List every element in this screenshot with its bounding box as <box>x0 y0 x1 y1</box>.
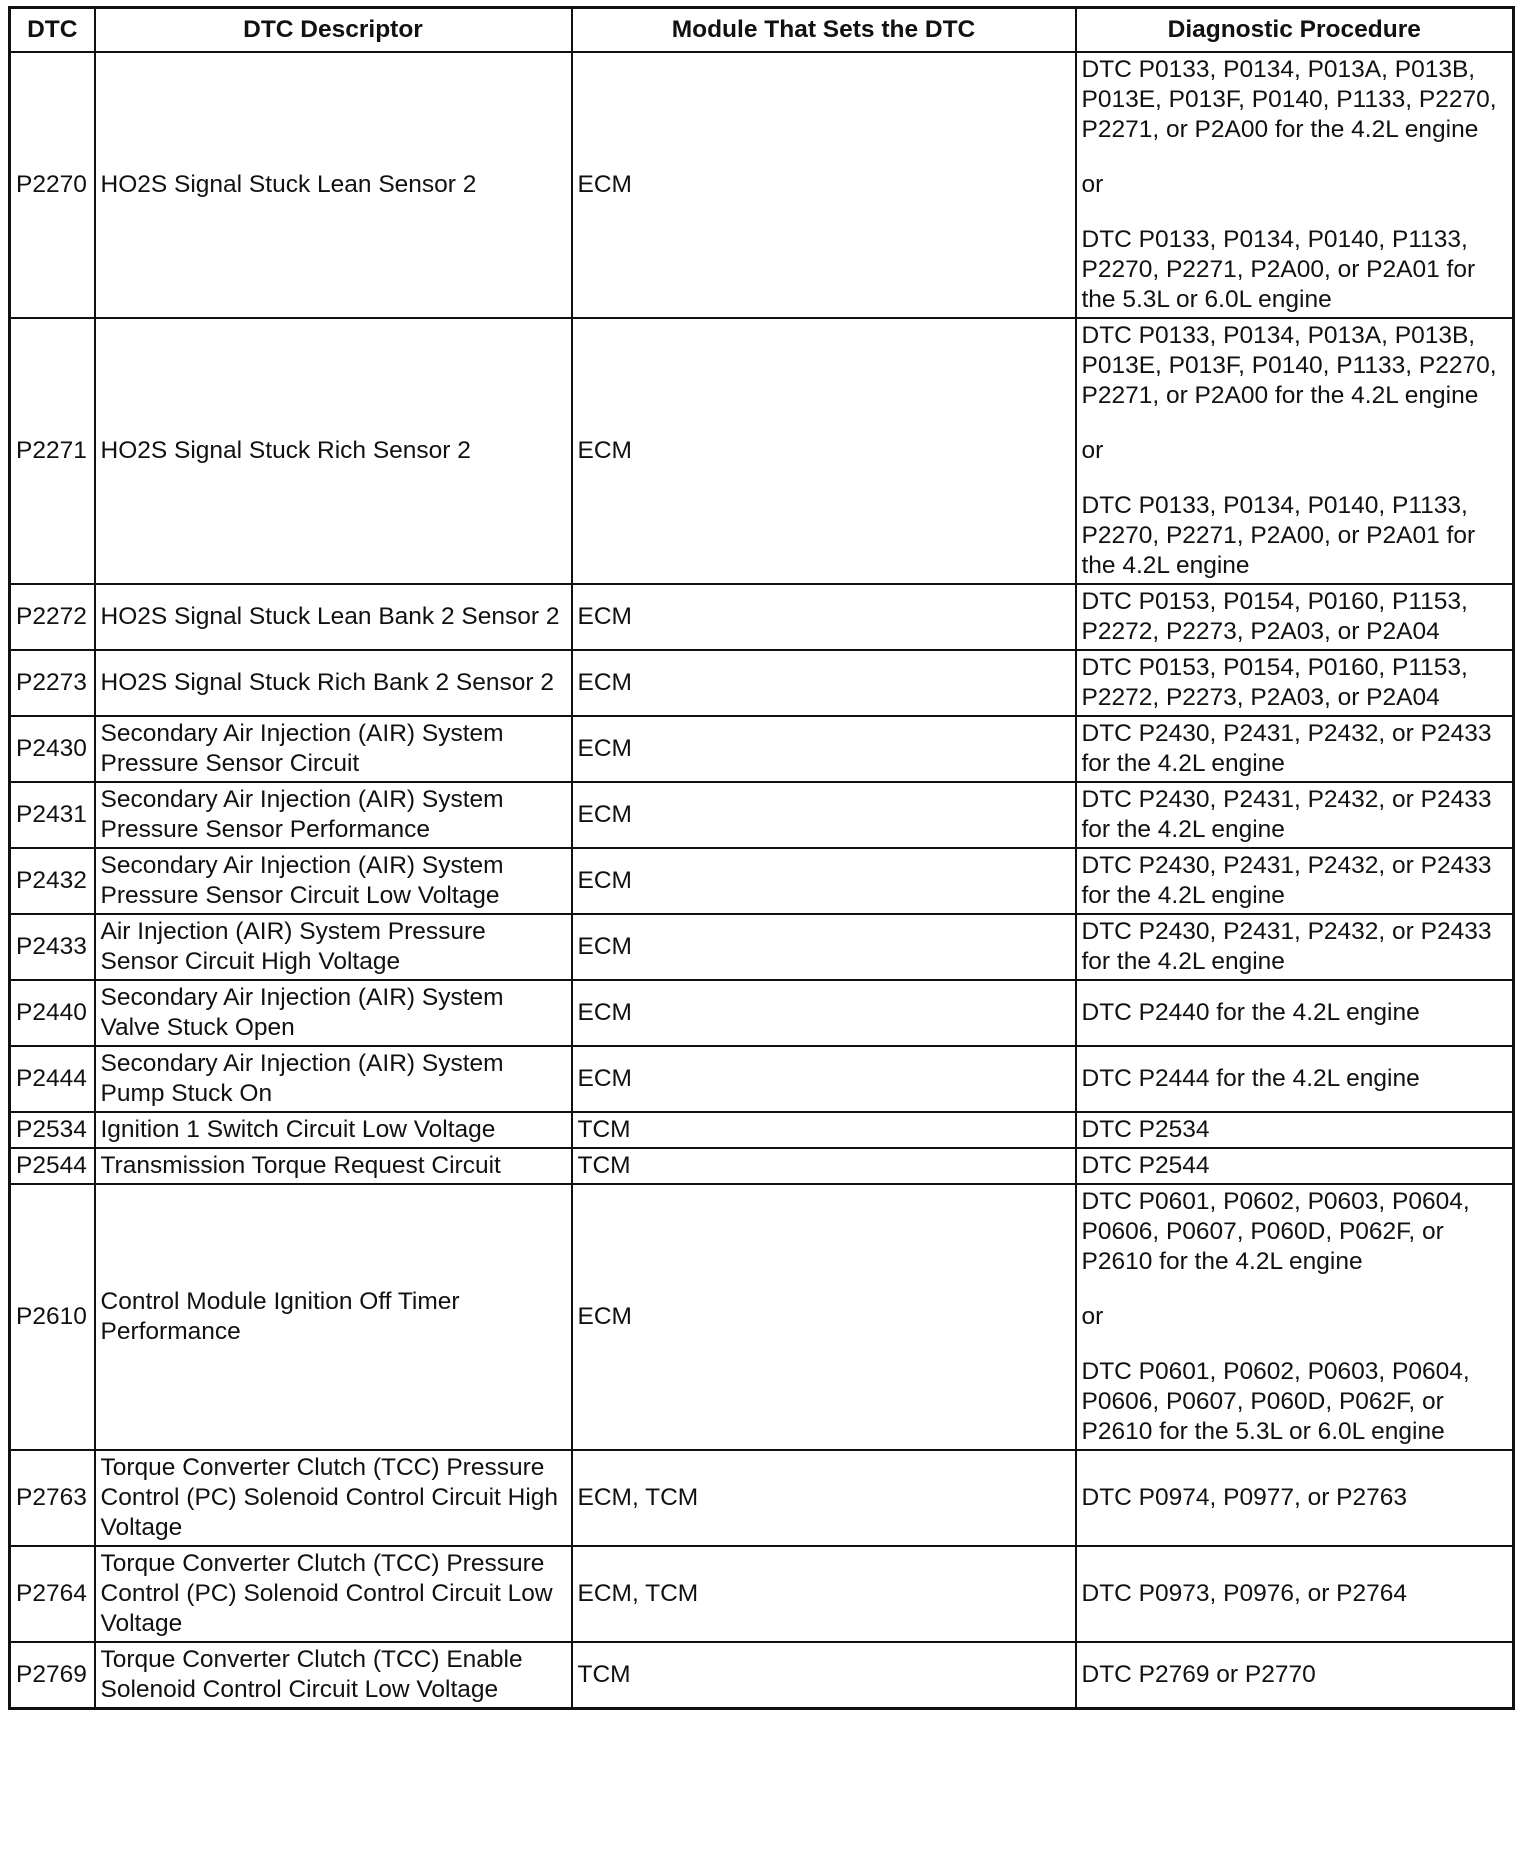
module-cell: ECM <box>572 980 1076 1046</box>
table-body <box>10 52 1514 1709</box>
procedure-text: or <box>1081 1303 1104 1330</box>
module-cell: ECM <box>572 650 1076 716</box>
dtc-code-cell: P2431 <box>10 782 95 848</box>
module-cell: ECM, TCM <box>572 1450 1076 1546</box>
table-row <box>10 52 1514 318</box>
module-cell: ECM, TCM <box>572 1546 1076 1642</box>
procedure-text: DTC P0601, P0602, P0603, P0604, P0606, P0607, P060D, P062F, or P2610 for the 5.3L or 6.0L engine <box>1081 1358 1470 1445</box>
module-cell: ECM <box>572 1184 1076 1450</box>
dtc-code-cell: P2764 <box>10 1546 95 1642</box>
dtc-descriptor-cell: Torque Converter Clutch (TCC) Enable Solenoid Control Circuit Low Voltage <box>95 1642 572 1709</box>
table-header <box>10 8 1514 53</box>
procedure-text: DTC P0133, P0134, P0140, P1133, P2270, P2271, P2A00, or P2A01 for the 4.2L engine <box>1081 492 1476 579</box>
procedure-text: DTC P2430, P2431, P2432, or P2433 for the 4.2L engine <box>1081 918 1492 975</box>
paragraph-spacer <box>1082 466 1508 491</box>
module-cell: ECM <box>572 782 1076 848</box>
procedure-text: or <box>1081 437 1104 464</box>
table-row <box>10 1450 1514 1546</box>
diagnostic-procedure-cell <box>1076 1642 1514 1709</box>
dtc-code-cell: P2610 <box>10 1184 95 1450</box>
table-row <box>10 914 1514 980</box>
dtc-descriptor-cell: HO2S Signal Stuck Rich Bank 2 Sensor 2 <box>95 650 572 716</box>
dtc-descriptor-cell: Ignition 1 Switch Circuit Low Voltage <box>95 1112 572 1148</box>
dtc-descriptor-cell: Secondary Air Injection (AIR) System Pressure Sensor Performance <box>95 782 572 848</box>
table-row <box>10 1112 1514 1148</box>
diagnostic-procedure-cell <box>1076 716 1514 782</box>
procedure-text: DTC P0133, P0134, P013A, P013B, P013E, P013F, P0140, P1133, P2270, P2271, or P2A00 for the 4.2L engine <box>1081 322 1497 409</box>
diagnostic-procedure-cell <box>1076 1112 1514 1148</box>
dtc-descriptor-cell: Control Module Ignition Off Timer Performance <box>95 1184 572 1450</box>
module-cell: TCM <box>572 1148 1076 1184</box>
procedure-text: DTC P0133, P0134, P013A, P013B, P013E, P013F, P0140, P1133, P2270, P2271, or P2A00 for the 4.2L engine <box>1081 56 1497 143</box>
dtc-descriptor-cell: Torque Converter Clutch (TCC) Pressure Control (PC) Solenoid Control Circuit High Voltage <box>95 1450 572 1546</box>
module-cell: ECM <box>572 848 1076 914</box>
procedure-text: DTC P0153, P0154, P0160, P1153, P2272, P2273, P2A03, or P2A04 <box>1081 588 1468 645</box>
module-cell: ECM <box>572 716 1076 782</box>
dtc-descriptor-cell: Secondary Air Injection (AIR) System Pressure Sensor Circuit <box>95 716 572 782</box>
module-cell: ECM <box>572 584 1076 650</box>
dtc-descriptor-cell: Secondary Air Injection (AIR) System Pressure Sensor Circuit Low Voltage <box>95 848 572 914</box>
module-cell: ECM <box>572 318 1076 584</box>
dtc-code-cell: P2440 <box>10 980 95 1046</box>
dtc-descriptor-cell: HO2S Signal Stuck Lean Bank 2 Sensor 2 <box>95 584 572 650</box>
procedure-text: DTC P0153, P0154, P0160, P1153, P2272, P2273, P2A03, or P2A04 <box>1081 654 1468 711</box>
procedure-text: DTC P0974, P0977, or P2763 <box>1081 1484 1408 1511</box>
header-diagnostic-procedure: Diagnostic Procedure <box>1076 8 1514 53</box>
procedure-text: DTC P2430, P2431, P2432, or P2433 for the 4.2L engine <box>1081 852 1492 909</box>
procedure-text: DTC P2534 <box>1081 1116 1210 1143</box>
procedure-text: DTC P2430, P2431, P2432, or P2433 for the 4.2L engine <box>1081 720 1492 777</box>
paragraph-spacer <box>1082 145 1508 170</box>
diagnostic-procedure-cell <box>1076 584 1514 650</box>
dtc-code-cell: P2273 <box>10 650 95 716</box>
table-row <box>10 1546 1514 1642</box>
procedure-text: or <box>1081 171 1104 198</box>
procedure-text: DTC P2440 for the 4.2L engine <box>1081 999 1420 1026</box>
diagnostic-procedure-cell <box>1076 980 1514 1046</box>
dtc-descriptor-cell: Torque Converter Clutch (TCC) Pressure Control (PC) Solenoid Control Circuit Low Voltage <box>95 1546 572 1642</box>
diagnostic-procedure-cell <box>1076 1148 1514 1184</box>
diagnostic-procedure-cell <box>1076 914 1514 980</box>
diagnostic-procedure-cell <box>1076 848 1514 914</box>
dtc-table <box>8 6 1515 1710</box>
diagnostic-procedure-cell <box>1076 1046 1514 1112</box>
procedure-text: DTC P0133, P0134, P0140, P1133, P2270, P2271, P2A00, or P2A01 for the 5.3L or 6.0L engine <box>1081 226 1476 313</box>
table-row <box>10 318 1514 584</box>
dtc-descriptor-cell: HO2S Signal Stuck Rich Sensor 2 <box>95 318 572 584</box>
table-row <box>10 848 1514 914</box>
dtc-code-cell: P2534 <box>10 1112 95 1148</box>
dtc-code-cell: P2272 <box>10 584 95 650</box>
dtc-code-cell: P2544 <box>10 1148 95 1184</box>
procedure-text: DTC P0973, P0976, or P2764 <box>1081 1580 1408 1607</box>
dtc-code-cell: P2763 <box>10 1450 95 1546</box>
dtc-code-cell: P2430 <box>10 716 95 782</box>
table-row <box>10 980 1514 1046</box>
diagnostic-procedure-cell <box>1076 650 1514 716</box>
module-cell: TCM <box>572 1642 1076 1709</box>
table-row <box>10 1184 1514 1450</box>
procedure-text: DTC P2444 for the 4.2L engine <box>1081 1065 1420 1092</box>
table-row <box>10 782 1514 848</box>
module-cell: ECM <box>572 1046 1076 1112</box>
module-cell: TCM <box>572 1112 1076 1148</box>
paragraph-spacer <box>1082 1332 1508 1357</box>
table-row <box>10 716 1514 782</box>
dtc-descriptor-cell: HO2S Signal Stuck Lean Sensor 2 <box>95 52 572 318</box>
diagnostic-procedure-cell <box>1076 782 1514 848</box>
dtc-code-cell: P2270 <box>10 52 95 318</box>
paragraph-spacer <box>1082 200 1508 225</box>
procedure-text: DTC P0601, P0602, P0603, P0604, P0606, P0607, P060D, P062F, or P2610 for the 4.2L engine <box>1081 1188 1470 1275</box>
header-dtc: DTC <box>10 8 95 53</box>
table-row <box>10 584 1514 650</box>
module-cell: ECM <box>572 914 1076 980</box>
dtc-descriptor-cell: Transmission Torque Request Circuit <box>95 1148 572 1184</box>
paragraph-spacer <box>1082 411 1508 436</box>
module-cell: ECM <box>572 52 1076 318</box>
dtc-code-cell: P2769 <box>10 1642 95 1709</box>
dtc-code-cell: P2433 <box>10 914 95 980</box>
header-row <box>10 8 1514 53</box>
dtc-code-cell: P2432 <box>10 848 95 914</box>
dtc-code-cell: P2444 <box>10 1046 95 1112</box>
dtc-descriptor-cell: Secondary Air Injection (AIR) System Valve Stuck Open <box>95 980 572 1046</box>
header-module: Module That Sets the DTC <box>572 8 1076 53</box>
procedure-text: DTC P2769 or P2770 <box>1081 1661 1316 1688</box>
table-row <box>10 1046 1514 1112</box>
dtc-code-cell: P2271 <box>10 318 95 584</box>
dtc-descriptor-cell: Air Injection (AIR) System Pressure Sensor Circuit High Voltage <box>95 914 572 980</box>
table-row <box>10 1642 1514 1709</box>
diagnostic-procedure-cell <box>1076 1546 1514 1642</box>
table-row <box>10 650 1514 716</box>
procedure-text: DTC P2544 <box>1081 1152 1210 1179</box>
header-dtc-descriptor: DTC Descriptor <box>95 8 572 53</box>
paragraph-spacer <box>1082 1277 1508 1302</box>
dtc-descriptor-cell: Secondary Air Injection (AIR) System Pump Stuck On <box>95 1046 572 1112</box>
diagnostic-procedure-cell <box>1076 318 1514 584</box>
diagnostic-procedure-cell <box>1076 1450 1514 1546</box>
diagnostic-procedure-cell <box>1076 52 1514 318</box>
diagnostic-procedure-cell <box>1076 1184 1514 1450</box>
procedure-text: DTC P2430, P2431, P2432, or P2433 for the 4.2L engine <box>1081 786 1492 843</box>
table-row <box>10 1148 1514 1184</box>
